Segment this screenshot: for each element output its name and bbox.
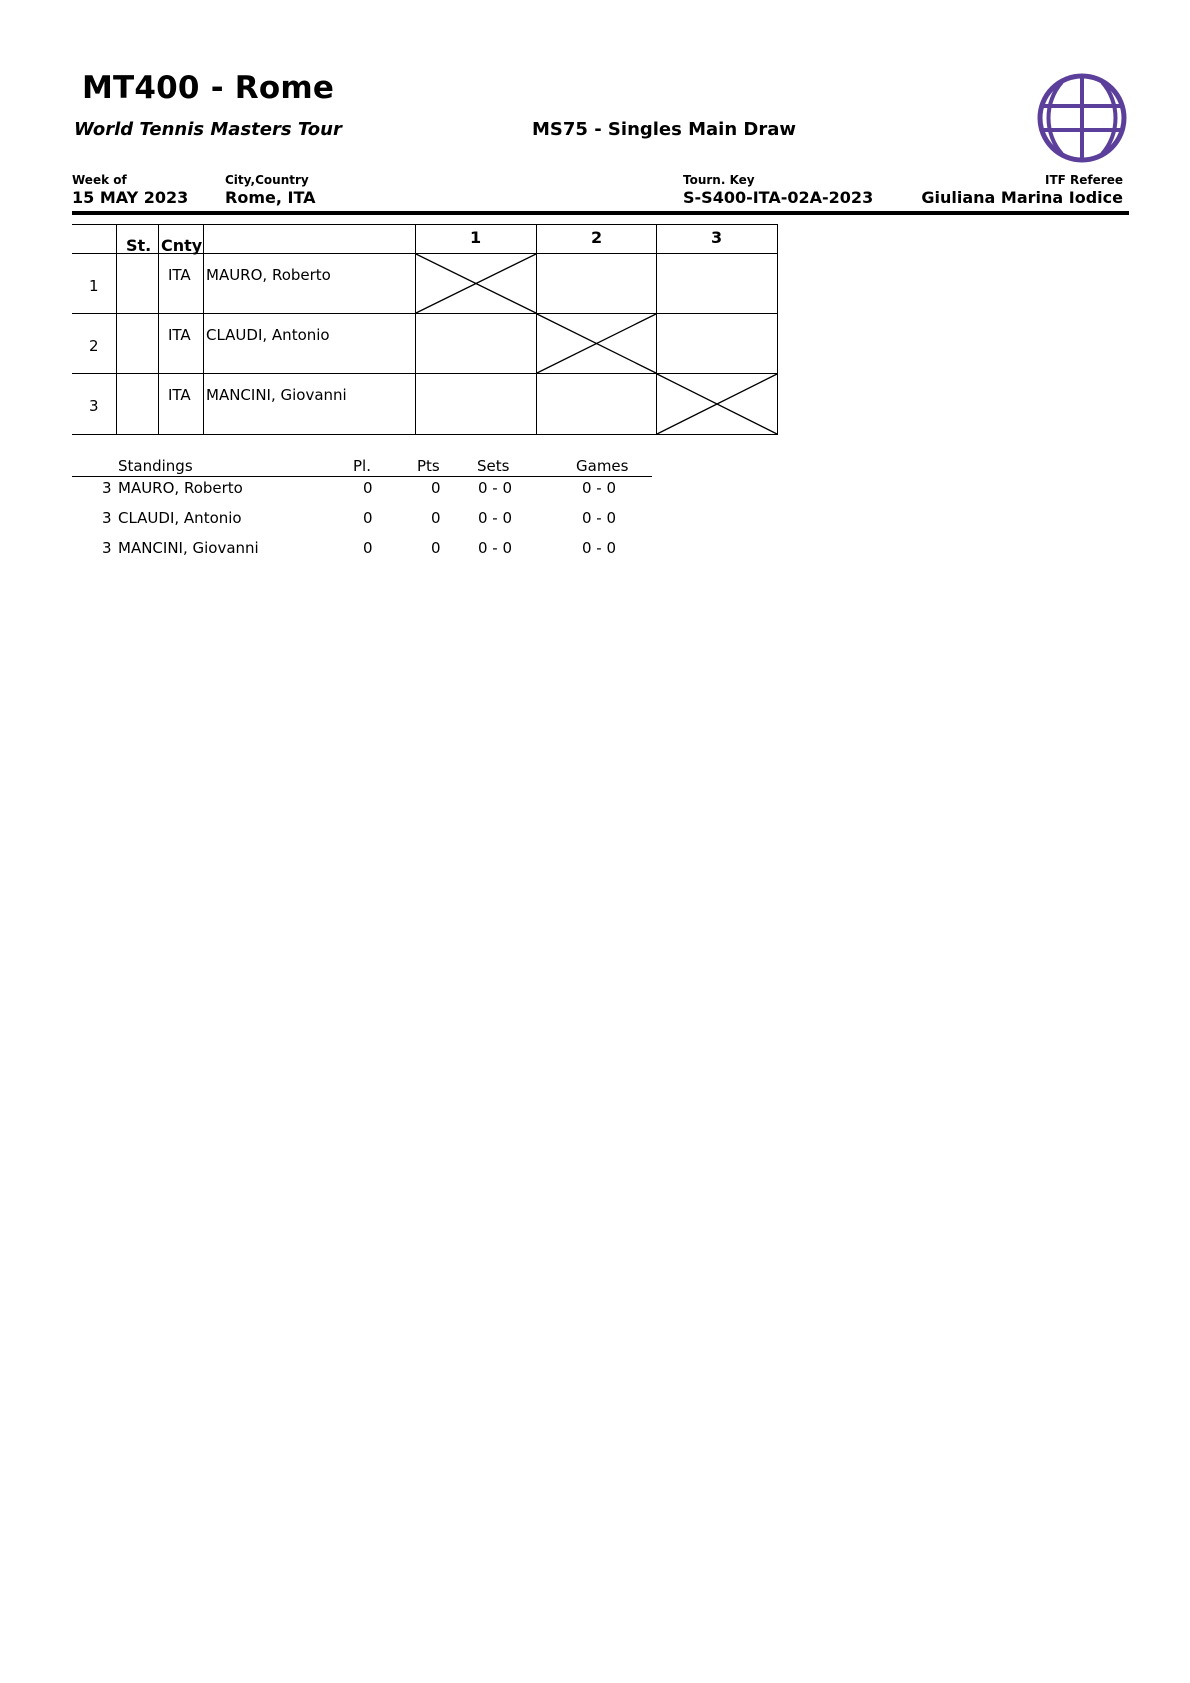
self-match-crosses: [0, 0, 1190, 450]
standing-played: 0: [363, 479, 373, 497]
standing-points: 0: [431, 509, 441, 527]
standing-name: MANCINI, Giovanni: [118, 539, 259, 557]
standing-sets: 0 - 0: [478, 509, 513, 527]
standing-games: 0 - 0: [582, 509, 617, 527]
tourn-key-value: S-S400-ITA-02A-2023: [683, 188, 874, 207]
player-country: ITA: [168, 386, 191, 404]
player-number: 2: [89, 337, 99, 355]
player-number: 3: [89, 397, 99, 415]
standing-points: 0: [431, 539, 441, 557]
col-games: Games: [576, 457, 629, 475]
standing-played: 0: [363, 539, 373, 557]
city-label: City,Country: [225, 173, 309, 187]
col-played: Pl.: [353, 457, 371, 475]
player-name: MAURO, Roberto: [206, 266, 331, 284]
standing-sets: 0 - 0: [478, 539, 513, 557]
referee-value: Giuliana Marina Iodice: [921, 188, 1123, 207]
player-name: MANCINI, Giovanni: [206, 386, 347, 404]
standing-games: 0 - 0: [582, 539, 617, 557]
city-value: Rome, ITA: [225, 188, 316, 207]
col-seed-status: St.: [126, 236, 152, 255]
standing-played: 0: [363, 509, 373, 527]
standing-games: 0 - 0: [582, 479, 617, 497]
standing-rank: 3: [102, 479, 112, 497]
standings-divider: [72, 476, 652, 477]
standing-points: 0: [431, 479, 441, 497]
col-opponent-3: 3: [711, 228, 723, 247]
col-opponent-2: 2: [591, 228, 603, 247]
standing-sets: 0 - 0: [478, 479, 513, 497]
week-value: 15 MAY 2023: [72, 188, 189, 207]
standings-table: [0, 450, 1190, 570]
standing-rank: 3: [102, 539, 112, 557]
week-label: Week of: [72, 173, 127, 187]
player-number: 1: [89, 277, 99, 295]
col-country: Cnty: [161, 236, 203, 255]
standing-name: MAURO, Roberto: [118, 479, 243, 497]
tourn-key-label: Tourn. Key: [683, 173, 755, 187]
col-sets: Sets: [477, 457, 510, 475]
standing-rank: 3: [102, 509, 112, 527]
tour-name: World Tennis Masters Tour: [74, 119, 342, 140]
player-country: ITA: [168, 266, 191, 284]
col-opponent-1: 1: [470, 228, 482, 247]
round-robin-grid: [0, 0, 1190, 450]
standing-name: CLAUDI, Antonio: [118, 509, 242, 527]
standings-header: Standings: [118, 457, 193, 475]
col-points: Pts: [417, 457, 440, 475]
player-country: ITA: [168, 326, 191, 344]
player-name: CLAUDI, Antonio: [206, 326, 330, 344]
draw-name: MS75 - Singles Main Draw: [532, 119, 797, 140]
page-title: MT400 - Rome: [82, 70, 335, 106]
referee-label: ITF Referee: [1045, 173, 1123, 187]
